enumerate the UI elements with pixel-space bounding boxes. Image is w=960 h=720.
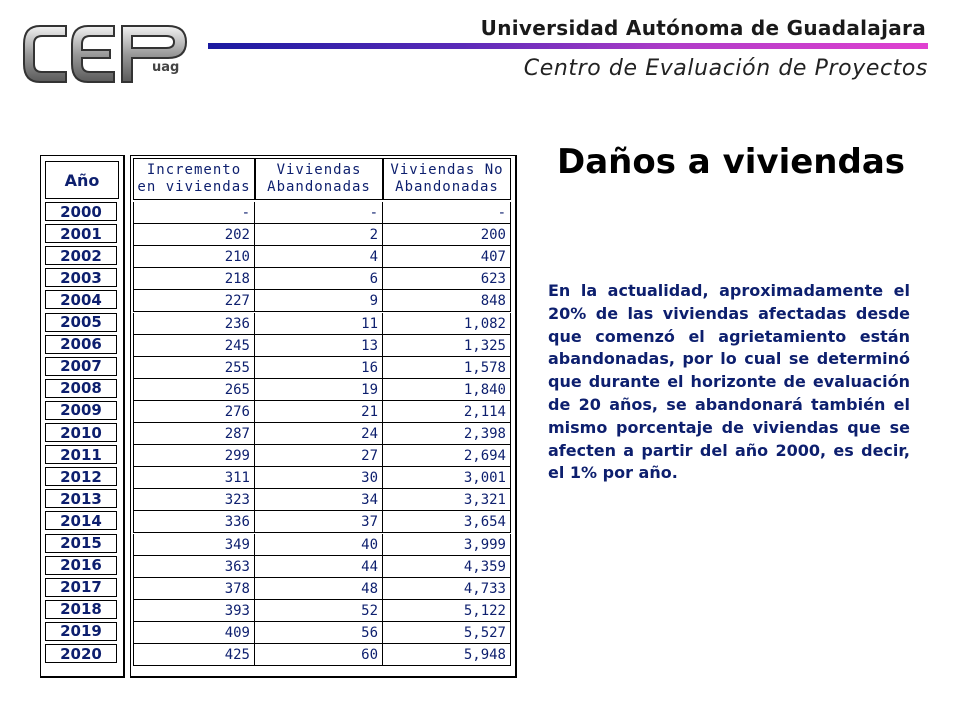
- abandoned-cell: 6: [255, 268, 383, 290]
- abandoned-cell: 60: [255, 644, 383, 666]
- table-row: [133, 423, 511, 445]
- table-row: [133, 644, 511, 666]
- col-header-not-abandoned-l1: Viviendas No: [390, 162, 504, 178]
- increment-cell: 227: [133, 290, 255, 312]
- header-gradient-bar: [208, 43, 928, 49]
- table-row: [133, 313, 511, 335]
- year-cell: 2015: [45, 534, 117, 553]
- year-cell: 2007: [45, 357, 117, 376]
- table-row: [133, 556, 511, 578]
- year-cell: 2019: [45, 622, 117, 641]
- table-row: [133, 379, 511, 401]
- year-cell: 2009: [45, 401, 117, 420]
- not-abandoned-cell: 407: [383, 246, 511, 268]
- page-title: Daños a viviendas: [557, 142, 906, 182]
- not-abandoned-cell: 5,948: [383, 644, 511, 666]
- abandoned-cell: 19: [255, 379, 383, 401]
- abandoned-cell: 13: [255, 335, 383, 357]
- not-abandoned-cell: 5,122: [383, 600, 511, 622]
- increment-cell: 299: [133, 445, 255, 467]
- table-row: [133, 511, 511, 533]
- table-row: [133, 335, 511, 357]
- table-row: [133, 224, 511, 246]
- col-header-not-abandoned-l2: Abandonadas: [395, 179, 499, 195]
- increment-cell: 218: [133, 268, 255, 290]
- not-abandoned-cell: 2,694: [383, 445, 511, 467]
- increment-cell: 323: [133, 489, 255, 511]
- col-header-abandoned-l1: Viviendas: [276, 162, 362, 178]
- year-cell: 2016: [45, 556, 117, 575]
- not-abandoned-cell: 1,082: [383, 313, 511, 335]
- abandoned-cell: 24: [255, 423, 383, 445]
- not-abandoned-cell: 848: [383, 290, 511, 312]
- increment-cell: 202: [133, 224, 255, 246]
- year-cell: 2020: [45, 644, 117, 663]
- year-cell: 2008: [45, 379, 117, 398]
- year-cell: 2017: [45, 578, 117, 597]
- increment-cell: 409: [133, 622, 255, 644]
- year-cell: 2010: [45, 423, 117, 442]
- abandoned-cell: 48: [255, 578, 383, 600]
- year-cell: 2018: [45, 600, 117, 619]
- not-abandoned-cell: 3,321: [383, 489, 511, 511]
- increment-cell: 378: [133, 578, 255, 600]
- not-abandoned-cell: 5,527: [383, 622, 511, 644]
- table-row: [133, 401, 511, 423]
- abandoned-cell: 30: [255, 467, 383, 489]
- increment-cell: 393: [133, 600, 255, 622]
- table-row: [133, 268, 511, 290]
- year-cell: 2013: [45, 489, 117, 508]
- cep-logo-graphic: [18, 14, 198, 94]
- increment-cell: 210: [133, 246, 255, 268]
- abandoned-cell: 16: [255, 357, 383, 379]
- abandoned-cell: 9: [255, 290, 383, 312]
- year-cell: 2004: [45, 290, 117, 309]
- data-table: [130, 155, 517, 678]
- col-header-increment-l1: Incremento: [146, 162, 242, 178]
- logo-subtext: uag: [152, 60, 180, 75]
- table-row: [133, 246, 511, 268]
- table-row: [133, 202, 511, 224]
- year-cell: 2014: [45, 511, 117, 530]
- abandoned-cell: 52: [255, 600, 383, 622]
- not-abandoned-cell: 4,359: [383, 556, 511, 578]
- increment-cell: 245: [133, 335, 255, 357]
- not-abandoned-cell: 1,578: [383, 357, 511, 379]
- year-cell: 2003: [45, 268, 117, 287]
- year-cell: 2012: [45, 467, 117, 486]
- not-abandoned-cell: 4,733: [383, 578, 511, 600]
- abandoned-cell: 44: [255, 556, 383, 578]
- not-abandoned-cell: 1,325: [383, 335, 511, 357]
- increment-cell: 363: [133, 556, 255, 578]
- abandoned-cell: 34: [255, 489, 383, 511]
- col-header-abandoned: [255, 158, 383, 200]
- col-header-not-abandoned: [383, 158, 511, 200]
- year-cell: 2011: [45, 445, 117, 464]
- abandoned-cell: 21: [255, 401, 383, 423]
- increment-cell: 425: [133, 644, 255, 666]
- year-cell: 2002: [45, 246, 117, 265]
- year-table: [40, 155, 125, 678]
- increment-cell: 236: [133, 313, 255, 335]
- cep-logo: [18, 14, 198, 94]
- not-abandoned-cell: 1,840: [383, 379, 511, 401]
- table-row: [133, 600, 511, 622]
- abandoned-cell: -: [255, 202, 383, 224]
- year-cell: 2000: [45, 202, 117, 221]
- abandoned-cell: 56: [255, 622, 383, 644]
- not-abandoned-cell: 3,001: [383, 467, 511, 489]
- table-row: [133, 622, 511, 644]
- abandoned-cell: 37: [255, 511, 383, 533]
- col-header-increment: [133, 158, 255, 200]
- not-abandoned-cell: 3,999: [383, 534, 511, 556]
- table-row: [133, 489, 511, 511]
- col-header-abandoned-l2: Abandonadas: [267, 179, 371, 195]
- increment-cell: 287: [133, 423, 255, 445]
- increment-cell: 276: [133, 401, 255, 423]
- col-header-increment-l2: en viviendas: [137, 179, 251, 195]
- not-abandoned-cell: 2,398: [383, 423, 511, 445]
- table-row: [133, 578, 511, 600]
- year-cell: 2005: [45, 313, 117, 332]
- increment-cell: 255: [133, 357, 255, 379]
- abandoned-cell: 40: [255, 534, 383, 556]
- university-name: Universidad Autónoma de Guadalajara: [480, 16, 926, 40]
- description-paragraph: En la actualidad, aproximadamente el 20% de las viviendas afectadas desde que comenzó el agrietamiento están abandonadas, por lo cual se determinó que durante el horizonte de evaluación de 20 años, se abandonará también el mismo porcentaje de viviendas que se afecten a partir del año 2000, es decir, el 1% por año.: [548, 281, 910, 483]
- year-cell: 2001: [45, 224, 117, 243]
- table-row: [133, 445, 511, 467]
- abandoned-cell: 4: [255, 246, 383, 268]
- center-name: Centro de Evaluación de Proyectos: [523, 56, 928, 81]
- table-row: [133, 534, 511, 556]
- increment-cell: 336: [133, 511, 255, 533]
- increment-cell: 265: [133, 379, 255, 401]
- table-row: [133, 290, 511, 312]
- table-row: [133, 357, 511, 379]
- not-abandoned-cell: 200: [383, 224, 511, 246]
- not-abandoned-cell: -: [383, 202, 511, 224]
- not-abandoned-cell: 623: [383, 268, 511, 290]
- year-header: Año: [45, 161, 119, 199]
- increment-cell: -: [133, 202, 255, 224]
- abandoned-cell: 11: [255, 313, 383, 335]
- increment-cell: 311: [133, 467, 255, 489]
- increment-cell: 349: [133, 534, 255, 556]
- abandoned-cell: 2: [255, 224, 383, 246]
- table-row: [133, 467, 511, 489]
- not-abandoned-cell: 2,114: [383, 401, 511, 423]
- not-abandoned-cell: 3,654: [383, 511, 511, 533]
- abandoned-cell: 27: [255, 445, 383, 467]
- year-cell: 2006: [45, 335, 117, 354]
